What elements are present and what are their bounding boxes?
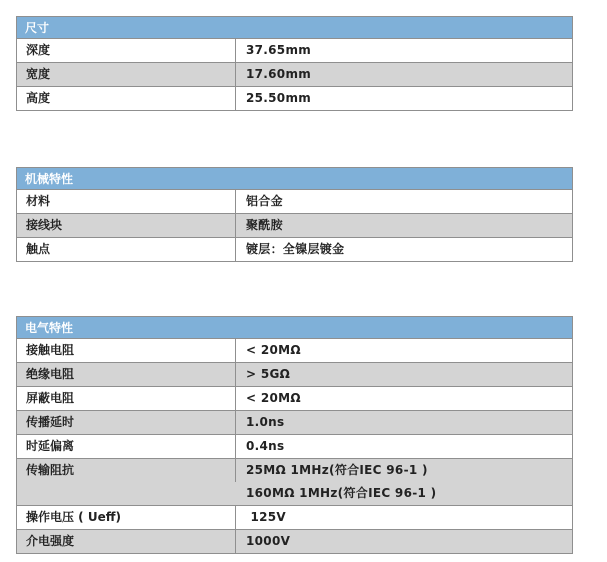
- row-value: 镀层：全镍层镀金: [246, 242, 345, 256]
- row-value: 17.60mm: [246, 67, 312, 81]
- row-label: 高度: [17, 87, 236, 110]
- row-label: 深度: [17, 39, 236, 62]
- table-row: [17, 434, 572, 458]
- mechanical-table: [16, 167, 573, 262]
- table-row: [17, 237, 572, 261]
- row-value: > 5GΩ: [246, 367, 291, 381]
- row-value: 160MΩ 1MHz(符合IEC 96-1 ): [246, 486, 437, 500]
- table-row: [17, 458, 572, 505]
- table-row: [17, 505, 572, 529]
- table-row: [17, 339, 572, 362]
- electrical-table: [16, 316, 573, 554]
- row-value: 铝合金: [246, 194, 283, 208]
- row-label: 传输阻抗: [17, 459, 236, 482]
- row-label: 时延偏离: [17, 435, 236, 458]
- row-value: 聚酰胺: [246, 218, 283, 232]
- row-label: 传播延时: [17, 411, 236, 434]
- table-header: 尺寸: [17, 17, 572, 39]
- row-label: 宽度: [17, 63, 236, 86]
- row-label: 接线块: [17, 214, 236, 237]
- row-value: 125V: [246, 510, 287, 524]
- table-row: [17, 213, 572, 237]
- dimensions-table: [16, 16, 573, 111]
- table-row: [17, 410, 572, 434]
- row-value: < 20MΩ: [246, 391, 301, 405]
- row-label: 触点: [17, 238, 236, 261]
- table-row: [17, 362, 572, 386]
- row-label: 介电强度: [17, 530, 236, 553]
- row-label: 绝缘电阻: [17, 363, 236, 386]
- table-row: [17, 86, 572, 110]
- row-value: 37.65mm: [246, 43, 312, 57]
- row-value: 25MΩ 1MHz(符合IEC 96-1 ): [246, 463, 428, 477]
- row-label: 材料: [17, 190, 236, 213]
- row-label: 屏蔽电阻: [17, 387, 236, 410]
- row-value: < 20MΩ: [246, 343, 301, 357]
- table-header: 电气特性: [17, 317, 572, 339]
- row-value: 1000V: [246, 534, 291, 548]
- table-row: [17, 190, 572, 213]
- table-row: [17, 39, 572, 62]
- row-label: 接触电阻: [17, 339, 236, 362]
- row-value: 0.4ns: [246, 439, 285, 453]
- table-row: [17, 529, 572, 553]
- row-value: 1.0ns: [246, 415, 285, 429]
- table-header: 机械特性: [17, 168, 572, 190]
- table-row: [17, 386, 572, 410]
- row-label: 操作电压 ( Ueff): [17, 506, 236, 529]
- table-row: [17, 62, 572, 86]
- row-value: 25.50mm: [246, 91, 312, 105]
